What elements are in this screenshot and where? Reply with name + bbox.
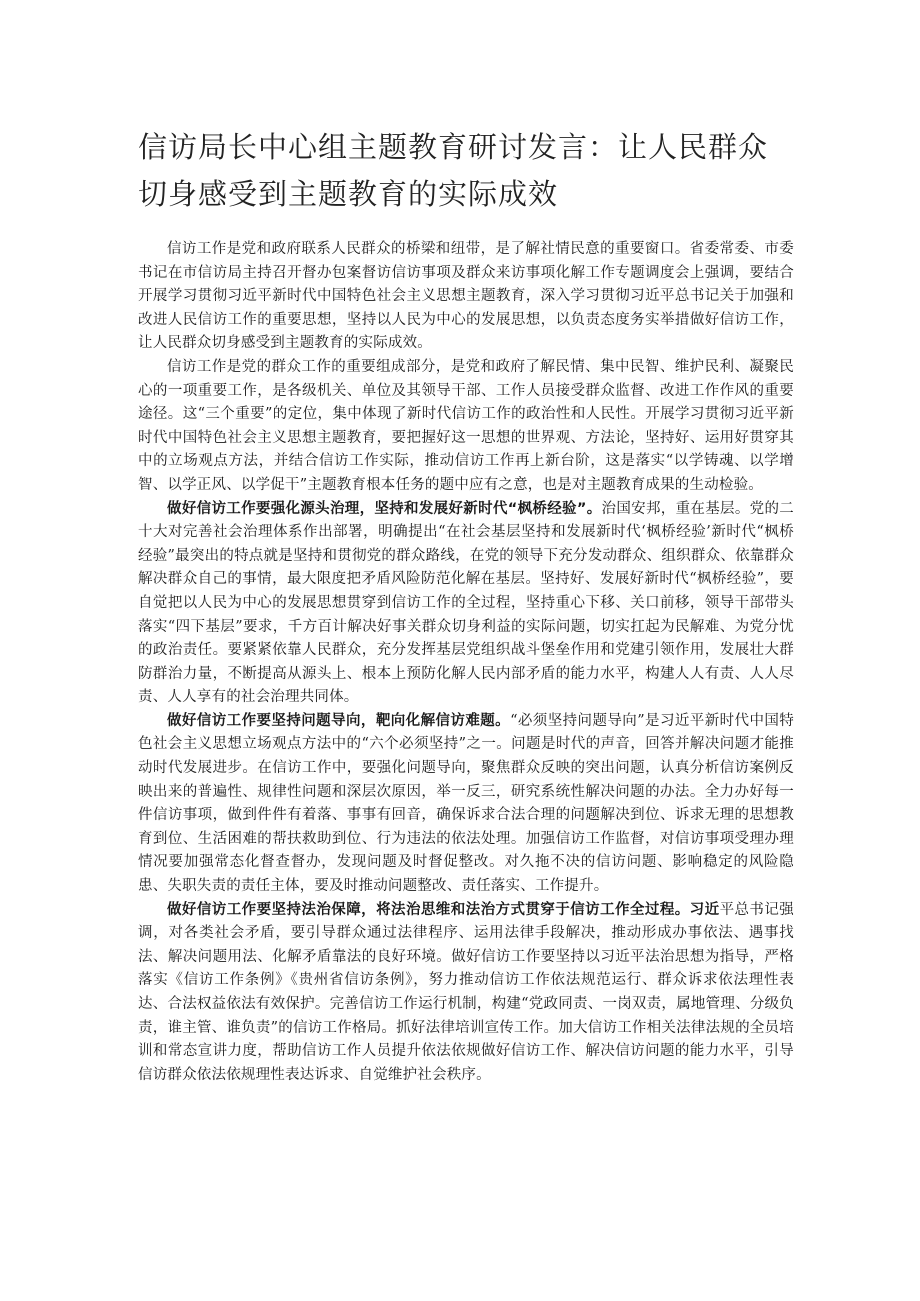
paragraph-4-lead: 做好信访工作要坚持问题导向，靶向化解信访难题。	[167, 712, 511, 729]
paragraph-3-body: 治国安邦，重在基层。党的二十大对完善社会治理体系作出部署，明确提出“在社会基层坚持和发展新时代‘枫桥经验’新时代“枫桥经验”最突出的特点就是坚持和贯彻党的群众路线，在党的领导下充分发动群众、组织群众、依靠群众解决群众自己的事情，最大限度把矛盾风险防范化解在基层。坚持好、发展好新时代“枫桥经验”，要自觉把以人民为中心的发展思想贯穿到信访工作的全过程，坚持重心下移、关口前移，领导干部带头落实“四下基层”要求，千方百计解决好事关群众切身利益的实际问题，切实扛起为民解难、为党分忧的政治责任。要紧紧依靠人民群众，充分发挥基层党组织战斗堡垒作用和党建引领作用，发展壮大群防群治力量，不断提高从源头上、根本上预防化解人民内部矛盾的能力水平，构建人人有责、人人尽责、人人享有的社会治理共同体。	[138, 500, 794, 706]
document-title: 信访局长中心组主题教育研讨发言：让人民群众切身感受到主题教育的实际成效	[138, 130, 769, 211]
paragraph-3	[138, 498, 794, 710]
paragraph-5-body: 平总书记强调，对各类社会矛盾，要引导群众通过法律程序、运用法律手段解决，推动形成办事依法、遇事找法、解决问题用法、化解矛盾靠法的良好环境。做好信访工作要坚持以习近平法治思想为指导，严格落实《信访工作条例》《贵州省信访条例》，努力推动信访工作依法规范运行、群众诉求依法理性表达、合法权益依法有效保护。完善信访工作运行机制，构建“党政同责、一岗双责，属地管理、分级负责，谁主管、谁负责”的信访工作格局。抓好法律培训宣传工作。加大信访工作相关法律法规的全员培训和常态宣讲力度，帮助信访工作人员提升依法依规做好信访工作、解决信访问题的能力水平，引导信访群众依法依规理性表达诉求、自觉维护社会秩序。	[138, 901, 794, 1083]
paragraph-2	[138, 356, 794, 498]
paragraph-1-body: 信访工作是党和政府联系人民群众的桥梁和纽带，是了解社情民意的重要窗口。省委常委、市委书记在市信访局主持召开督办包案督访信访事项及群众来访事项化解工作专题调度会上强调，要结合开展学习贯彻习近平新时代中国特色社会主义思想主题教育，深入学习贯彻习近平总书记关于加强和改进人民信访工作的重要思想，坚持以人民为中心的发展思想，以负责态度务实举措做好信访工作，让人民群众切身感受到主题教育的实际成效。	[138, 241, 794, 352]
paragraph-3-lead: 做好信访工作要强化源头治理，坚持和发展好新时代“枫桥经验”。	[167, 500, 602, 517]
paragraph-4	[138, 710, 794, 899]
paragraph-5	[138, 899, 794, 1088]
document-page	[138, 124, 794, 1087]
paragraph-2-body: 信访工作是党的群众工作的重要组成部分，是党和政府了解民情、集中民智、维护民利、凝聚民心的一项重要工作，是各级机关、单位及其领导干部、工作人员接受群众监督、改进工作作风的重要途径。这“三个重要”的定位，集中体现了新时代信访工作的政治性和人民性。开展学习贯彻习近平新时代中国特色社会主义思想主题教育，要把握好这一思想的世界观、方法论，坚持好、运用好贯穿其中的立场观点方法，并结合信访工作实际，推动信访工作再上新台阶，这是落实“以学铸魂、以学增智、以学正风、以学促干”主题教育根本任务的题中应有之意，也是对主题教育成果的生动检验。	[138, 358, 794, 493]
paragraph-5-lead: 做好信访工作要坚持法治保障，将法治思维和法治方式贯穿于信访工作全过程。习近	[167, 901, 720, 918]
paragraph-1	[138, 238, 794, 356]
paragraph-4-body: “必须坚持问题导向”是习近平新时代中国特色社会主义思想立场观点方法中的“六个必须坚持”之一。问题是时代的声音，回答并解决问题才能推动时代发展进步。在信访工作中，要强化问题导向，聚焦群众反映的突出问题，认真分析信访案例反映出来的普遍性、规律性问题和深层次原因，举一反三，研究系统性解决问题的办法。全力办好每一件信访事项，做到件件有着落、事事有回音，确保诉求合法合理的问题解决到位、诉求无理的思想教育到位、生活困难的帮扶救助到位、行为违法的依法处理。加强信访工作监督，对信访事项受理办理情况要加强常态化督查督办，发现问题及时督促整改。对久拖不决的信访问题、影响稳定的风险隐患、失职失责的责任主体，要及时推动问题整改、责任落实、工作提升。	[138, 712, 794, 895]
